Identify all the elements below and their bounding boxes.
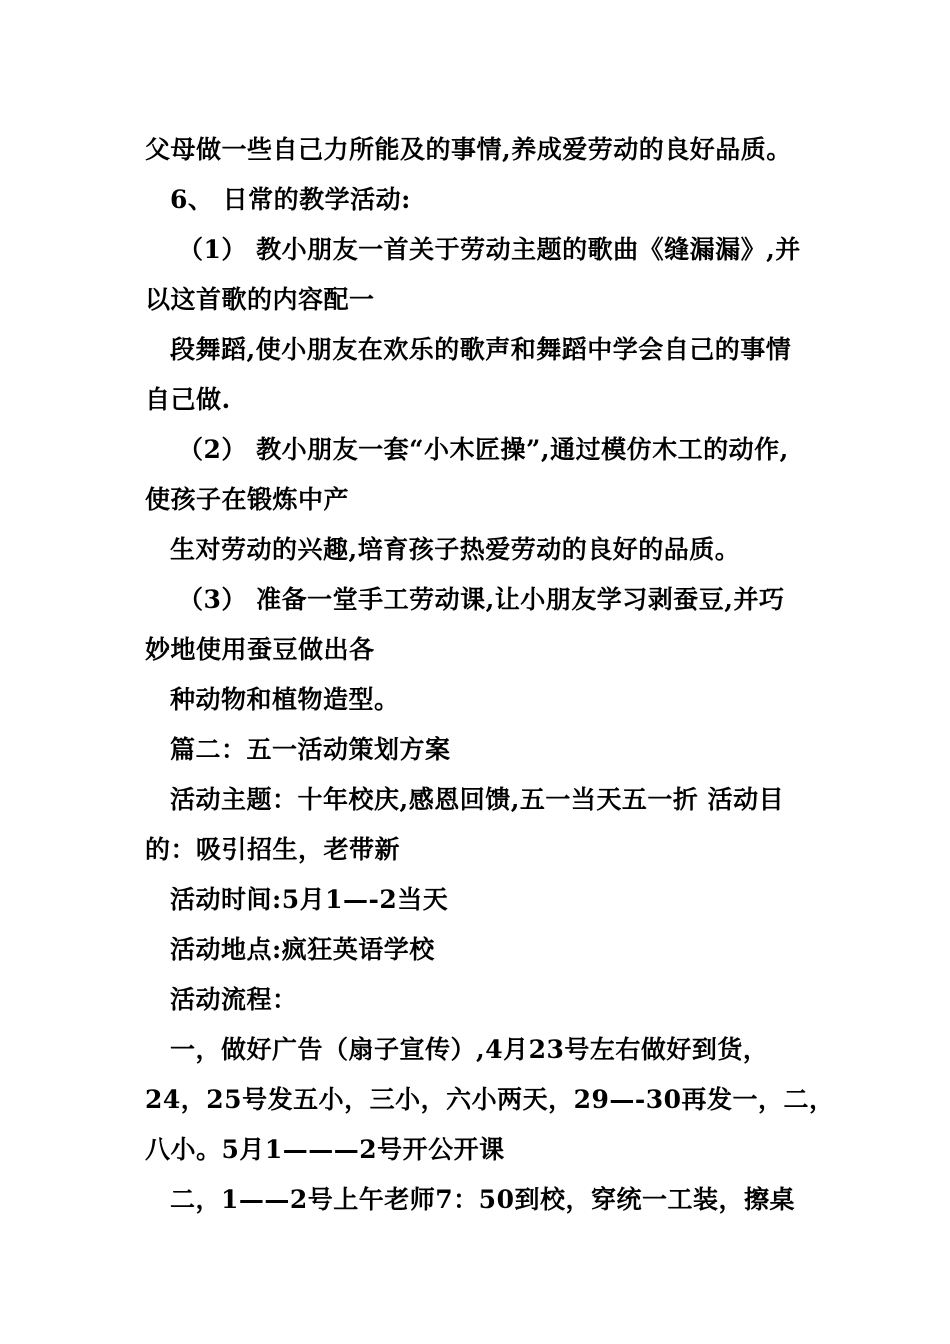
text-line: 八小。5月1———2号开公开课 — [145, 1135, 505, 1164]
section-title: 篇二：五一活动策划方案 — [170, 735, 451, 764]
text-line: 一，做好广告（扇子宣传）,4月23号左右做好到货， — [170, 1035, 769, 1064]
text-line: 二，1——2号上午老师7：50到校，穿统一工装，擦桌 — [170, 1185, 795, 1214]
text-line: （1） 教小朋友一首关于劳动主题的歌曲《缝漏漏》,并 — [178, 235, 801, 264]
section-heading: 6、 日常的教学活动: — [170, 185, 411, 214]
text-line: 自己做. — [145, 385, 231, 414]
text-line: （2） 教小朋友一套“小木匠操”,通过模仿木工的动作, — [178, 435, 789, 464]
text-line: 种动物和植物造型。 — [170, 685, 400, 714]
text-line: 妙地使用蚕豆做出各 — [145, 635, 375, 664]
text-line: 生对劳动的兴趣,培育孩子热爱劳动的良好的品质。 — [170, 535, 741, 564]
text-line: 父母做一些自己力所能及的事情,养成爱劳动的良好品质。 — [145, 135, 792, 164]
text-line: 24，25号发五小，三小，六小两天，29—-30再发一，二， — [145, 1085, 835, 1114]
text-line: 活动地点:疯狂英语学校 — [170, 935, 435, 964]
text-line: 活动主题：十年校庆,感恩回馈,五一当天五一折 活动目 — [170, 785, 785, 814]
text-line: 使孩子在锻炼中产 — [145, 485, 350, 514]
text-line: 活动流程： — [170, 985, 298, 1014]
text-line: 活动时间:5月1—-2当天 — [170, 885, 449, 914]
text-line: （3） 准备一堂手工劳动课,让小朋友学习剥蚕豆,并巧 — [178, 585, 785, 614]
text-line: 段舞蹈,使小朋友在欢乐的歌声和舞蹈中学会自己的事情 — [170, 335, 792, 364]
text-line: 以这首歌的内容配一 — [145, 285, 375, 314]
text-line: 的：吸引招生，老带新 — [145, 835, 401, 864]
